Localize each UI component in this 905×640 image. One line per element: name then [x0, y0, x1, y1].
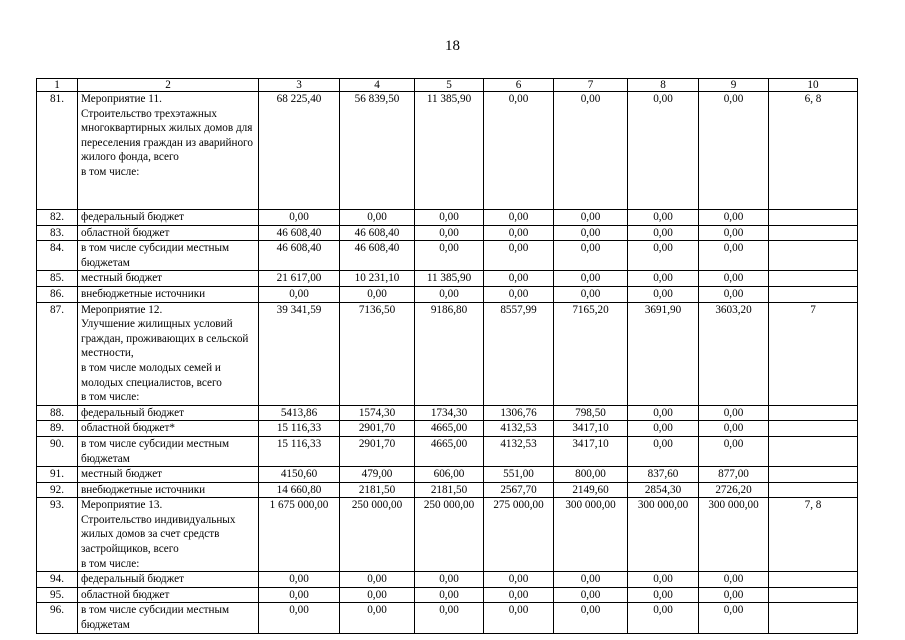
value-cell: 0,00	[628, 225, 699, 241]
value-cell: 4132,53	[484, 421, 554, 437]
value-cell: 0,00	[554, 92, 628, 210]
column-header: 6	[484, 79, 554, 92]
value-cell: 1734,30	[415, 405, 484, 421]
row-name-cell: в том числе субсидии местным бюджетам	[78, 436, 259, 466]
value-cell: 0,00	[415, 572, 484, 588]
value-cell: 0,00	[415, 286, 484, 302]
value-cell: 300 000,00	[554, 498, 628, 572]
table-row	[37, 286, 858, 302]
value-cell: 0,00	[554, 271, 628, 287]
row-name-cell: областной бюджет	[78, 225, 259, 241]
value-cell: 3603,20	[699, 302, 769, 405]
value-cell: 0,00	[340, 603, 415, 633]
value-cell: 0,00	[484, 241, 554, 271]
row-name-cell: местный бюджет	[78, 271, 259, 287]
row-name-cell: внебюджетные источники	[78, 286, 259, 302]
table-row	[37, 498, 858, 572]
table-row	[37, 302, 858, 405]
table-row	[37, 405, 858, 421]
row-number-cell: 82.	[37, 210, 78, 226]
table-row	[37, 271, 858, 287]
column-header: 2	[78, 79, 259, 92]
page-number: 18	[445, 38, 460, 54]
value-cell: 0,00	[554, 603, 628, 633]
row-number-cell: 84.	[37, 241, 78, 271]
note-cell: 7	[769, 302, 858, 405]
table-row	[37, 210, 858, 226]
row-name-cell: внебюджетные источники	[78, 482, 259, 498]
value-cell: 0,00	[415, 603, 484, 633]
column-header: 7	[554, 79, 628, 92]
value-cell: 0,00	[554, 286, 628, 302]
value-cell: 0,00	[628, 286, 699, 302]
budget-table	[36, 78, 858, 634]
value-cell: 551,00	[484, 467, 554, 483]
value-cell: 0,00	[415, 241, 484, 271]
row-name-cell: местный бюджет	[78, 467, 259, 483]
table-row	[37, 436, 858, 466]
value-cell: 0,00	[699, 241, 769, 271]
table-row	[37, 241, 858, 271]
value-cell: 15 116,33	[259, 436, 340, 466]
value-cell: 0,00	[554, 225, 628, 241]
value-cell: 0,00	[554, 210, 628, 226]
row-name-cell: Мероприятие 11. Строительство трехэтажных многоквартирных жилых домов для переселения граждан из аварийного жилого фонда, всего в том числе:	[78, 92, 259, 210]
value-cell: 300 000,00	[699, 498, 769, 572]
note-cell: 7, 8	[769, 498, 858, 572]
row-number-cell: 90.	[37, 436, 78, 466]
row-number-cell: 95.	[37, 587, 78, 603]
value-cell: 39 341,59	[259, 302, 340, 405]
value-cell: 0,00	[259, 572, 340, 588]
value-cell: 0,00	[259, 603, 340, 633]
note-cell	[769, 572, 858, 588]
value-cell: 0,00	[628, 421, 699, 437]
value-cell: 0,00	[628, 587, 699, 603]
value-cell: 0,00	[628, 572, 699, 588]
value-cell: 0,00	[415, 587, 484, 603]
column-header: 1	[37, 79, 78, 92]
value-cell: 9186,80	[415, 302, 484, 405]
value-cell: 2181,50	[415, 482, 484, 498]
value-cell: 11 385,90	[415, 92, 484, 210]
column-header: 10	[769, 79, 858, 92]
row-name-cell: Мероприятие 13. Строительство индивидуальных жилых домов за счет средств застройщиков, всего в том числе:	[78, 498, 259, 572]
row-number-cell: 87.	[37, 302, 78, 405]
note-cell	[769, 210, 858, 226]
note-cell	[769, 405, 858, 421]
value-cell: 0,00	[484, 210, 554, 226]
note-cell: 6, 8	[769, 92, 858, 210]
table-row	[37, 587, 858, 603]
row-number-cell: 83.	[37, 225, 78, 241]
row-number-cell: 91.	[37, 467, 78, 483]
value-cell: 3417,10	[554, 421, 628, 437]
row-name-cell: в том числе субсидии местным бюджетам	[78, 603, 259, 633]
value-cell: 4132,53	[484, 436, 554, 466]
value-cell: 2149,60	[554, 482, 628, 498]
value-cell: 2901,70	[340, 421, 415, 437]
value-cell: 4665,00	[415, 421, 484, 437]
value-cell: 0,00	[699, 405, 769, 421]
row-name-cell: федеральный бюджет	[78, 405, 259, 421]
value-cell: 0,00	[628, 210, 699, 226]
value-cell: 56 839,50	[340, 92, 415, 210]
value-cell: 606,00	[415, 467, 484, 483]
value-cell: 0,00	[259, 587, 340, 603]
column-header: 9	[699, 79, 769, 92]
value-cell: 4665,00	[415, 436, 484, 466]
table-row	[37, 572, 858, 588]
value-cell: 0,00	[554, 587, 628, 603]
value-cell: 4150,60	[259, 467, 340, 483]
note-cell	[769, 421, 858, 437]
note-cell	[769, 482, 858, 498]
value-cell: 21 617,00	[259, 271, 340, 287]
row-number-cell: 93.	[37, 498, 78, 572]
value-cell: 2726,20	[699, 482, 769, 498]
row-number-cell: 96.	[37, 603, 78, 633]
row-number-cell: 88.	[37, 405, 78, 421]
value-cell: 877,00	[699, 467, 769, 483]
value-cell: 0,00	[554, 572, 628, 588]
value-cell: 0,00	[554, 241, 628, 271]
note-cell	[769, 271, 858, 287]
table-row	[37, 467, 858, 483]
value-cell: 46 608,40	[259, 225, 340, 241]
row-name-cell: федеральный бюджет	[78, 572, 259, 588]
table-row	[37, 225, 858, 241]
column-header: 5	[415, 79, 484, 92]
value-cell: 0,00	[340, 572, 415, 588]
value-cell: 0,00	[484, 271, 554, 287]
value-cell: 0,00	[699, 421, 769, 437]
value-cell: 0,00	[484, 572, 554, 588]
value-cell: 0,00	[628, 92, 699, 210]
note-cell	[769, 241, 858, 271]
note-cell	[769, 225, 858, 241]
value-cell: 8557,99	[484, 302, 554, 405]
value-cell: 798,50	[554, 405, 628, 421]
value-cell: 0,00	[259, 286, 340, 302]
value-cell: 46 608,40	[259, 241, 340, 271]
value-cell: 800,00	[554, 467, 628, 483]
row-number-cell: 89.	[37, 421, 78, 437]
row-name-cell: Мероприятие 12. Улучшение жилищных условий граждан, проживающих в сельской местности, в том числе молодых семей и молодых специалистов, всего в том числе:	[78, 302, 259, 405]
row-number-cell: 85.	[37, 271, 78, 287]
value-cell: 0,00	[628, 241, 699, 271]
value-cell: 0,00	[484, 92, 554, 210]
table-row	[37, 92, 858, 210]
row-name-cell: областной бюджет*	[78, 421, 259, 437]
value-cell: 11 385,90	[415, 271, 484, 287]
value-cell: 0,00	[259, 210, 340, 226]
value-cell: 0,00	[340, 286, 415, 302]
note-cell	[769, 587, 858, 603]
value-cell: 0,00	[628, 436, 699, 466]
row-number-cell: 81.	[37, 92, 78, 210]
value-cell: 250 000,00	[340, 498, 415, 572]
value-cell: 275 000,00	[484, 498, 554, 572]
value-cell: 0,00	[484, 603, 554, 633]
value-cell: 0,00	[628, 271, 699, 287]
value-cell: 46 608,40	[340, 241, 415, 271]
column-header: 8	[628, 79, 699, 92]
value-cell: 0,00	[699, 92, 769, 210]
row-name-cell: федеральный бюджет	[78, 210, 259, 226]
value-cell: 0,00	[628, 405, 699, 421]
value-cell: 3417,10	[554, 436, 628, 466]
value-cell: 0,00	[699, 603, 769, 633]
note-cell	[769, 603, 858, 633]
value-cell: 0,00	[699, 271, 769, 287]
value-cell: 2854,30	[628, 482, 699, 498]
value-cell: 2181,50	[340, 482, 415, 498]
value-cell: 0,00	[699, 286, 769, 302]
value-cell: 14 660,80	[259, 482, 340, 498]
value-cell: 7136,50	[340, 302, 415, 405]
value-cell: 0,00	[699, 210, 769, 226]
value-cell: 10 231,10	[340, 271, 415, 287]
column-header: 4	[340, 79, 415, 92]
table-row	[37, 603, 858, 633]
value-cell: 479,00	[340, 467, 415, 483]
value-cell: 1 675 000,00	[259, 498, 340, 572]
value-cell: 0,00	[484, 225, 554, 241]
value-cell: 0,00	[415, 210, 484, 226]
table-row	[37, 482, 858, 498]
note-cell	[769, 436, 858, 466]
value-cell: 1306,76	[484, 405, 554, 421]
value-cell: 0,00	[484, 286, 554, 302]
row-number-cell: 92.	[37, 482, 78, 498]
row-number-cell: 86.	[37, 286, 78, 302]
value-cell: 250 000,00	[415, 498, 484, 572]
row-number-cell: 94.	[37, 572, 78, 588]
note-cell	[769, 467, 858, 483]
value-cell: 46 608,40	[340, 225, 415, 241]
value-cell: 0,00	[699, 225, 769, 241]
value-cell: 2567,70	[484, 482, 554, 498]
value-cell: 300 000,00	[628, 498, 699, 572]
value-cell: 2901,70	[340, 436, 415, 466]
value-cell: 837,60	[628, 467, 699, 483]
value-cell: 5413,86	[259, 405, 340, 421]
value-cell: 0,00	[340, 210, 415, 226]
note-cell	[769, 286, 858, 302]
value-cell: 0,00	[340, 587, 415, 603]
value-cell: 0,00	[628, 603, 699, 633]
value-cell: 0,00	[699, 572, 769, 588]
row-name-cell: в том числе субсидии местным бюджетам	[78, 241, 259, 271]
value-cell: 7165,20	[554, 302, 628, 405]
column-header: 3	[259, 79, 340, 92]
value-cell: 68 225,40	[259, 92, 340, 210]
value-cell: 15 116,33	[259, 421, 340, 437]
row-name-cell: областной бюджет	[78, 587, 259, 603]
table-row	[37, 421, 858, 437]
value-cell: 0,00	[699, 436, 769, 466]
value-cell: 1574,30	[340, 405, 415, 421]
header-row	[37, 79, 858, 92]
value-cell: 0,00	[484, 587, 554, 603]
value-cell: 0,00	[699, 587, 769, 603]
value-cell: 0,00	[415, 225, 484, 241]
value-cell: 3691,90	[628, 302, 699, 405]
